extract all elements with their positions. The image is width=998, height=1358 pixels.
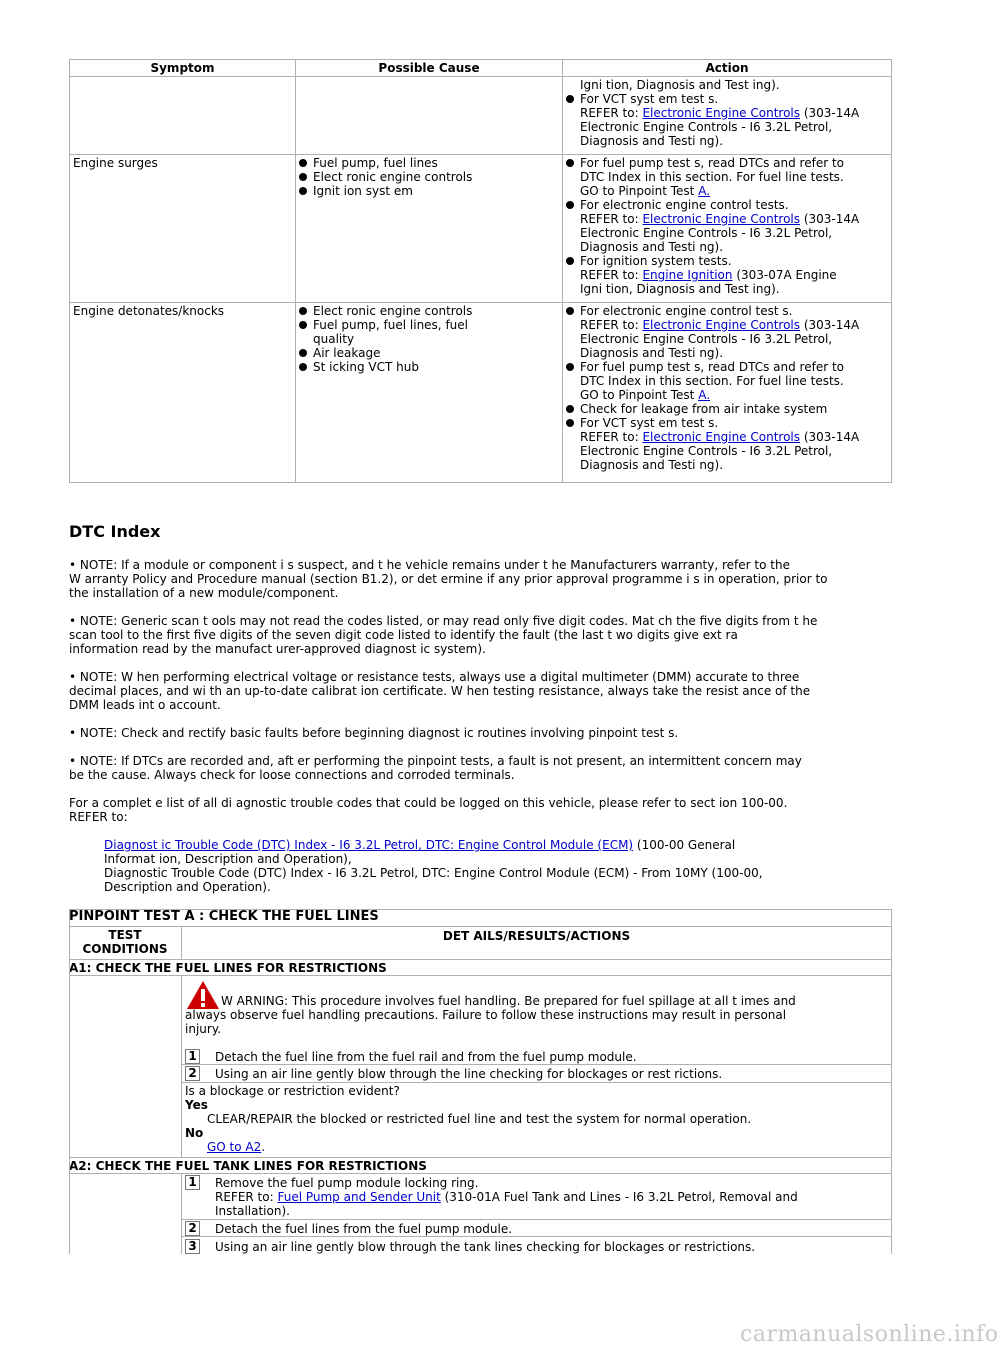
note-line: decimal places, and wi th an up-to-date calibrat ion certificate. W hen testing resistance, always take the resist ance of the <box>69 684 811 698</box>
divider <box>182 1236 891 1237</box>
col-header-line: CONDITIONS <box>82 942 168 956</box>
col-divider <box>181 975 182 1157</box>
note-line: the installation of a new module/component. <box>69 586 339 600</box>
list-item: Elect ronic engine controls <box>313 304 559 318</box>
action-text: Igni tion, Diagnosis and Test ing). <box>580 282 780 296</box>
yes-label: Yes <box>185 1098 208 1112</box>
divider <box>69 959 891 960</box>
step-a2-title: A2: CHECK THE FUEL TANK LINES FOR RESTRICTIONS <box>69 1159 427 1173</box>
action-text: Igni tion, Diagnosis and Test ing). <box>580 78 780 92</box>
ref-line: Description and Operation). <box>104 880 271 894</box>
col-test-conditions <box>69 928 181 956</box>
ref-suffix: (303-14A <box>800 318 860 332</box>
divider <box>69 926 891 927</box>
complete-list-text <box>69 796 894 824</box>
divider <box>69 1173 891 1174</box>
goto-label: GO to Pinpoint Test <box>580 184 699 198</box>
note-basic-faults: • NOTE: Check and rectify basic faults before beginning diagnost ic routines involving pinpoint test s. <box>69 726 679 740</box>
step-number: 1 <box>185 1175 200 1190</box>
watermark: carmanualsonline.info <box>740 1322 998 1347</box>
list-item <box>580 304 888 360</box>
ref-suffix: (310-01A Fuel Tank and Lines - I6 3.2L Petrol, Removal and <box>440 1190 798 1204</box>
step-line: Installation). <box>215 1204 290 1218</box>
action-text: Electronic Engine Controls - I6 3.2L Petrol, <box>580 444 833 458</box>
list-item <box>313 318 559 346</box>
list-item <box>580 360 888 402</box>
action-text <box>580 430 888 444</box>
table-row <box>70 155 892 303</box>
warning-text <box>185 994 891 1036</box>
goto-label: GO to Pinpoint Test <box>580 388 699 402</box>
cause-cell <box>296 77 563 155</box>
step-line: Remove the fuel pump module locking ring. <box>215 1176 479 1190</box>
electronic-engine-controls-link[interactable]: Electronic Engine Controls <box>642 212 801 226</box>
list-item <box>580 416 888 472</box>
action-text: For electronic engine control test s. <box>580 304 793 318</box>
ref-line: Diagnostic Trouble Code (DTC) Index - I6 3.2L Petrol, DTC: Engine Control Module (ECM) - From 10MY (100-00, <box>104 866 763 880</box>
punct: . <box>261 1140 266 1154</box>
action-text: Electronic Engine Controls - I6 3.2L Petrol, <box>580 226 833 240</box>
step-text: Using an air line gently blow through the line checking for blockages or rest rictions. <box>215 1067 723 1081</box>
note-intermittent <box>69 754 894 782</box>
col-divider <box>181 926 182 959</box>
note-line: DMM leads int o account. <box>69 698 221 712</box>
step-number: 2 <box>185 1066 200 1081</box>
divider <box>182 1082 891 1083</box>
table-header-row <box>70 60 892 77</box>
action-text: For fuel pump test s, read DTCs and refer to <box>580 156 845 170</box>
divider <box>69 975 891 976</box>
note-line: be the cause. Always check for loose connections and corroded terminals. <box>69 768 515 782</box>
action-text: For VCT syst em test s. <box>580 92 719 106</box>
action-text: For electronic engine control tests. <box>580 198 789 212</box>
dtc-index-heading: DTC Index <box>69 522 161 541</box>
cause-cell <box>296 303 563 483</box>
col-divider <box>181 1173 182 1254</box>
action-text <box>580 212 888 226</box>
table-row <box>70 77 892 155</box>
list-item <box>580 198 888 254</box>
refer-label: REFER to: <box>580 268 643 282</box>
note-line: • NOTE: If a module or component i s suspect, and t he vehicle remains under t he Manufacturers warranty, refer to the <box>69 558 790 572</box>
action-text: Diagnosis and Testi ng). <box>580 240 724 254</box>
action-text: DTC Index in this section. For fuel line tests. <box>580 170 844 184</box>
cause-text: quality <box>313 332 355 346</box>
warning-line: W ARNING: This procedure involves fuel handling. Be prepared for fuel spillage at all t imes and <box>221 994 796 1008</box>
question-text: Is a blockage or restriction evident? <box>185 1084 400 1098</box>
action-cell <box>563 303 892 483</box>
list-item: St icking VCT hub <box>313 360 559 374</box>
note-line: • NOTE: Generic scan t ools may not read the codes listed, or may read only five digit codes. Mat ch the five digits from t he <box>69 614 818 628</box>
note-line: For a complet e list of all di agnostic trouble codes that could be logged on this vehicle, please refer to sect ion 100-00. <box>69 796 788 810</box>
no-action <box>185 1140 885 1154</box>
cause-cell <box>296 155 563 303</box>
refer-label: REFER to: <box>215 1190 278 1204</box>
list-item: Air leakage <box>313 346 559 360</box>
header-symptom: Symptom <box>70 60 296 77</box>
note-generic-scan <box>69 614 894 656</box>
action-text: Diagnosis and Testi ng). <box>580 134 724 148</box>
divider <box>182 1064 891 1065</box>
col-header-line: TEST <box>108 928 142 942</box>
dtc-index-link[interactable]: Diagnost ic Trouble Code (DTC) Index - I6 3.2L Petrol, DTC: Engine Control Module (ECM) <box>104 838 634 852</box>
note-line: • NOTE: W hen performing electrical voltage or resistance tests, always use a digital multimeter (DMM) accurate to three <box>69 670 800 684</box>
symptom-cell: Engine surges <box>70 155 296 303</box>
step-text: Using an air line gently blow through the tank lines checking for blockages or restrictions. <box>215 1240 756 1254</box>
step-a1-title: A1: CHECK THE FUEL LINES FOR RESTRICTIONS <box>69 961 387 975</box>
step-text: Detach the fuel lines from the fuel pump module. <box>215 1222 513 1236</box>
action-text: For fuel pump test s, read DTCs and refer to <box>580 360 845 374</box>
table-row <box>70 303 892 483</box>
list-item: Check for leakage from air intake system <box>580 402 888 416</box>
ref-suffix: (303-07A Engine <box>732 268 837 282</box>
action-text: Electronic Engine Controls - I6 3.2L Petrol, <box>580 332 833 346</box>
symptom-cell <box>70 77 296 155</box>
note-line: W arranty Policy and Procedure manual (section B1.2), or det ermine if any prior approval programme i s in operation, prior to <box>69 572 828 586</box>
note-line: REFER to: <box>69 810 128 824</box>
action-text <box>580 388 888 402</box>
symptom-table <box>69 59 892 483</box>
header-possible-cause: Possible Cause <box>296 60 563 77</box>
action-cell <box>563 155 892 303</box>
ref-suffix: (303-14A <box>800 212 860 226</box>
goto-a2-link[interactable]: GO to A2 <box>207 1140 262 1154</box>
electronic-engine-controls-link[interactable]: Electronic Engine Controls <box>642 106 801 120</box>
electronic-engine-controls-link[interactable]: Electronic Engine Controls <box>642 430 801 444</box>
pinpoint-test-a-link[interactable]: A. <box>698 388 711 402</box>
no-label: No <box>185 1126 204 1140</box>
note-line: scan tool to the first five digits of the seven digit code listed to identify the fault (the last t wo digits give ext ra <box>69 628 738 642</box>
step-text: Detach the fuel line from the fuel rail and from the fuel pump module. <box>215 1050 637 1064</box>
ref-suffix: (303-14A <box>800 430 860 444</box>
result-block <box>185 1084 885 1154</box>
action-cell <box>563 77 892 155</box>
warning-line: injury. <box>185 1022 222 1036</box>
list-item <box>580 254 888 296</box>
cause-text: Fuel pump, fuel lines, fuel <box>313 318 468 332</box>
action-text: Diagnosis and Testi ng). <box>580 346 724 360</box>
note-line: • NOTE: If DTCs are recorded and, aft er performing the pinpoint tests, a fault is not present, an intermittent concern may <box>69 754 802 768</box>
action-text: For ignition system tests. <box>580 254 732 268</box>
action-text <box>580 106 888 120</box>
list-item: Ignit ion syst em <box>313 184 559 198</box>
divider <box>69 1157 891 1158</box>
action-text: DTC Index in this section. For fuel line tests. <box>580 374 844 388</box>
list-item: Elect ronic engine controls <box>313 170 559 184</box>
note-line: information read by the manufact urer-approved diagnost ic system). <box>69 642 486 656</box>
pinpoint-title: PINPOINT TEST A : CHECK THE FUEL LINES <box>69 909 379 924</box>
col-details: DET AILS/RESULTS/ACTIONS <box>442 929 631 943</box>
action-text <box>580 184 888 198</box>
step-number: 3 <box>185 1239 200 1254</box>
step-text <box>215 1176 885 1218</box>
refer-label: REFER to: <box>580 430 643 444</box>
pinpoint-test-a-link[interactable]: A. <box>698 184 711 198</box>
list-item: Fuel pump, fuel lines <box>313 156 559 170</box>
note-warranty <box>69 558 894 600</box>
action-text <box>580 318 888 332</box>
note-dmm <box>69 670 894 712</box>
yes-action: CLEAR/REPAIR the blocked or restricted fuel line and test the system for normal operation. <box>207 1112 752 1126</box>
dtc-reference <box>104 838 874 894</box>
action-text: For VCT syst em test s. <box>580 416 719 430</box>
symptom-cell: Engine detonates/knocks <box>70 303 296 483</box>
refer-label: REFER to: <box>580 212 643 226</box>
engine-ignition-link[interactable]: Engine Ignition <box>642 268 733 282</box>
fuel-pump-sender-unit-link[interactable]: Fuel Pump and Sender Unit <box>277 1190 441 1204</box>
ref-suffix: (100-00 General <box>633 838 736 852</box>
action-text <box>580 268 888 282</box>
warning-line: always observe fuel handling precautions. Failure to follow these instructions may result in personal <box>185 1008 787 1022</box>
list-item <box>580 156 888 198</box>
ref-suffix: (303-14A <box>800 106 860 120</box>
electronic-engine-controls-link[interactable]: Electronic Engine Controls <box>642 318 801 332</box>
action-text: Diagnosis and Testi ng). <box>580 458 724 472</box>
divider <box>182 1219 891 1220</box>
step-number: 2 <box>185 1221 200 1236</box>
refer-label: REFER to: <box>580 318 643 332</box>
border-left <box>69 909 70 1254</box>
action-text: Electronic Engine Controls - I6 3.2L Petrol, <box>580 120 833 134</box>
step-line <box>215 1190 885 1204</box>
header-action: Action <box>563 60 892 77</box>
ref-line: Informat ion, Description and Operation), <box>104 852 352 866</box>
border-right <box>891 909 892 1254</box>
list-item <box>580 92 888 148</box>
refer-label: REFER to: <box>580 106 643 120</box>
step-number: 1 <box>185 1049 200 1064</box>
ref-line <box>104 838 874 852</box>
